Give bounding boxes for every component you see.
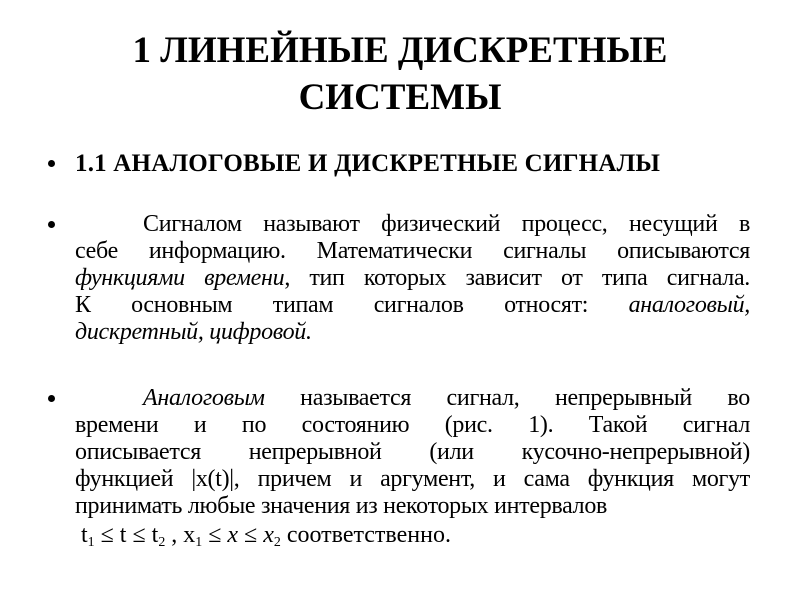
- bullet-item-section-heading: [42, 148, 750, 180]
- slide-title: [30, 27, 770, 121]
- text-run: аналоговый,: [628, 292, 750, 318]
- text-run: принимать любые значения из некоторых интервалов: [75, 493, 608, 519]
- text-run: ≤ t ≤ t: [94, 522, 159, 548]
- text-run: дискретный, цифровой.: [75, 319, 312, 345]
- paragraph-line: [75, 292, 750, 319]
- text-run: времени и по состоянию (рис. 1). Такой сигнал: [75, 412, 750, 438]
- paragraph-line: [75, 211, 750, 238]
- section-heading: 1.1 АНАЛОГОВЫЕ И ДИСКРЕТНЫЕ СИГНАЛЫ: [75, 150, 661, 177]
- paragraph-line: [75, 238, 750, 265]
- text-run: себе информацию. Математически сигналы описываются: [75, 238, 750, 264]
- text-run: Сигналом называют физический процесс, несущий в: [143, 211, 750, 237]
- text-run: 2: [158, 535, 166, 551]
- text-run: x: [227, 522, 239, 548]
- paragraph-line: [75, 493, 750, 520]
- text-run: соответственно.: [280, 522, 451, 548]
- title-line-1: 1 ЛИНЕЙНЫЕ ДИСКРЕТНЫЕ: [132, 30, 668, 71]
- slide-body: [42, 148, 750, 558]
- formula-line: [75, 520, 750, 558]
- text-run: ≤: [202, 522, 228, 548]
- paragraph-line: [75, 319, 750, 346]
- text-run: 2: [273, 535, 281, 551]
- text-run: , тип которых зависит от типа сигнала.: [284, 265, 751, 291]
- text-run: x: [263, 522, 274, 548]
- text-run: , x: [165, 522, 196, 548]
- title-line-2: СИСТЕМЫ: [298, 77, 502, 118]
- paragraph-line: [75, 265, 750, 292]
- bullet-icon: [48, 221, 55, 228]
- text-run: описывается непрерывной (или кусочно-непрерывной): [75, 439, 750, 465]
- paragraph-line: [75, 385, 750, 412]
- text-run: t: [81, 522, 88, 548]
- bullet-item-paragraph-2: [42, 385, 750, 558]
- paragraph-2: [75, 385, 750, 558]
- text-run: 1: [195, 535, 203, 551]
- paragraph-line: [75, 412, 750, 439]
- paragraph-line: [75, 466, 750, 493]
- bullet-icon: [48, 160, 55, 167]
- text-run: ≤: [238, 522, 264, 548]
- text-run: называется сигнал, непрерывный во: [264, 385, 750, 411]
- text-run: К основным типам сигналов относят:: [75, 292, 629, 318]
- text-run: 1: [87, 535, 95, 551]
- text-run: функциями времени: [75, 265, 285, 291]
- bullet-item-paragraph-1: [42, 211, 750, 346]
- text-run: функцией |x(t)|, причем и аргумент, и сама функция могут: [75, 466, 750, 492]
- paragraph-1: [75, 211, 750, 346]
- text-run: Аналоговым: [143, 385, 265, 411]
- paragraph-line: [75, 439, 750, 466]
- bullet-icon: [48, 395, 55, 402]
